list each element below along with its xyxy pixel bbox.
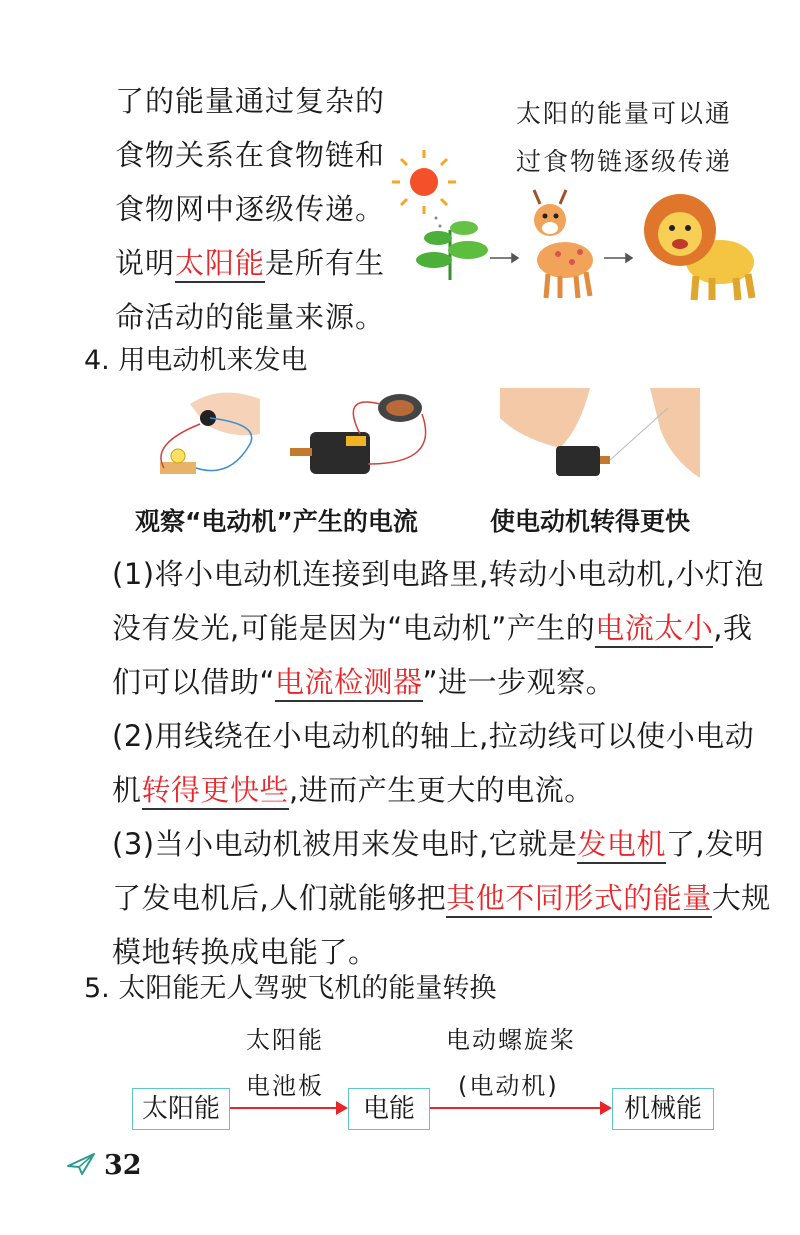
answer-other-energy-forms: 其他不同形式的能量 [446,881,712,918]
food-chain-caption: 太阳的能量可以通 过食物链逐级传递 [516,99,733,176]
wire-icon [353,402,380,434]
answer-generator: 发电机 [577,827,666,864]
intro-line-5: 命活动的能量来源。 [115,300,386,334]
spinning-motor-illustration [500,388,700,488]
intro-line-4: 说明太阳能是所有生 [115,236,405,290]
box-solar-energy: 太阳能 [132,1088,230,1130]
food-chain-illustration [390,150,770,310]
p2-line-1: (2)用线绕在小电动机的轴上,拉动线可以使小电动 [112,719,755,753]
answer-solar-energy: 太阳能 [175,246,265,283]
flow-arrow-1 [230,1107,346,1109]
answer-spin-faster: 转得更快些 [142,773,290,810]
paper-plane-icon [66,1152,96,1176]
answer-current-detector: 电流检测器 [275,665,423,702]
motor-circuit-illustration [150,384,440,489]
intro-line-2: 食物关系在食物链和 [115,138,386,172]
arrow-1-label-bottom: 电池板 [246,1072,324,1100]
page-number: 32 [104,1150,142,1181]
bulb-board-icon [160,449,196,474]
intro-line-1: 了的能量通过复杂的 [115,84,386,118]
coil-icon [378,394,422,422]
motor-icon [556,446,610,476]
intro-paragraph [115,74,405,344]
arrow-1-label-top: 太阳能 [246,1026,324,1054]
intro-line-3: 食物网中逐级传递。 [115,192,386,226]
p3-line-1: (3)当小电动机被用来发电时,它就是发电机了,发明 [112,817,772,871]
deer-icon [534,190,593,298]
p1-line-3: 们可以借助“电流检测器”进一步观察。 [112,655,772,709]
string-icon [610,408,668,460]
hand-icon [190,393,260,436]
section-5-heading: 5. 太阳能无人驾驶飞机的能量转换 [84,973,497,1004]
arrow-2-label-top: 电动螺旋桨 [446,1026,576,1054]
p2-line-2: 机转得更快些,进而产生更大的电流。 [112,763,772,817]
arrow-icon [604,254,632,262]
answer-current-too-small: 电流太小 [595,611,713,648]
flow-arrow-2 [430,1107,610,1109]
p3-line-3: 模地转换成电能了。 [112,935,378,969]
section-4-heading: 4. 用电动机来发电 [84,345,308,376]
motor-icon [290,432,370,474]
caption-observe-current: 观察“电动机”产生的电流 [135,507,418,536]
arrow-icon [490,254,518,262]
caption-spin-faster: 使电动机转得更快 [490,507,691,536]
p1-line-1: (1)将小电动机连接到电路里,转动小电动机,小灯泡 [112,557,765,591]
box-mechanical-energy: 机械能 [612,1088,714,1130]
plant-icon [416,221,488,280]
box-electric-energy: 电能 [348,1088,430,1130]
p1-line-2: 没有发光,可能是因为“电动机”产生的电流太小,我 [112,601,772,655]
sun-icon [392,150,456,236]
section-4-body [112,547,772,979]
lion-icon [644,194,754,300]
p3-line-2: 了发电机后,人们就能够把其他不同形式的能量大规 [112,871,772,925]
arrow-2-label-bottom: (电动机) [458,1072,559,1100]
